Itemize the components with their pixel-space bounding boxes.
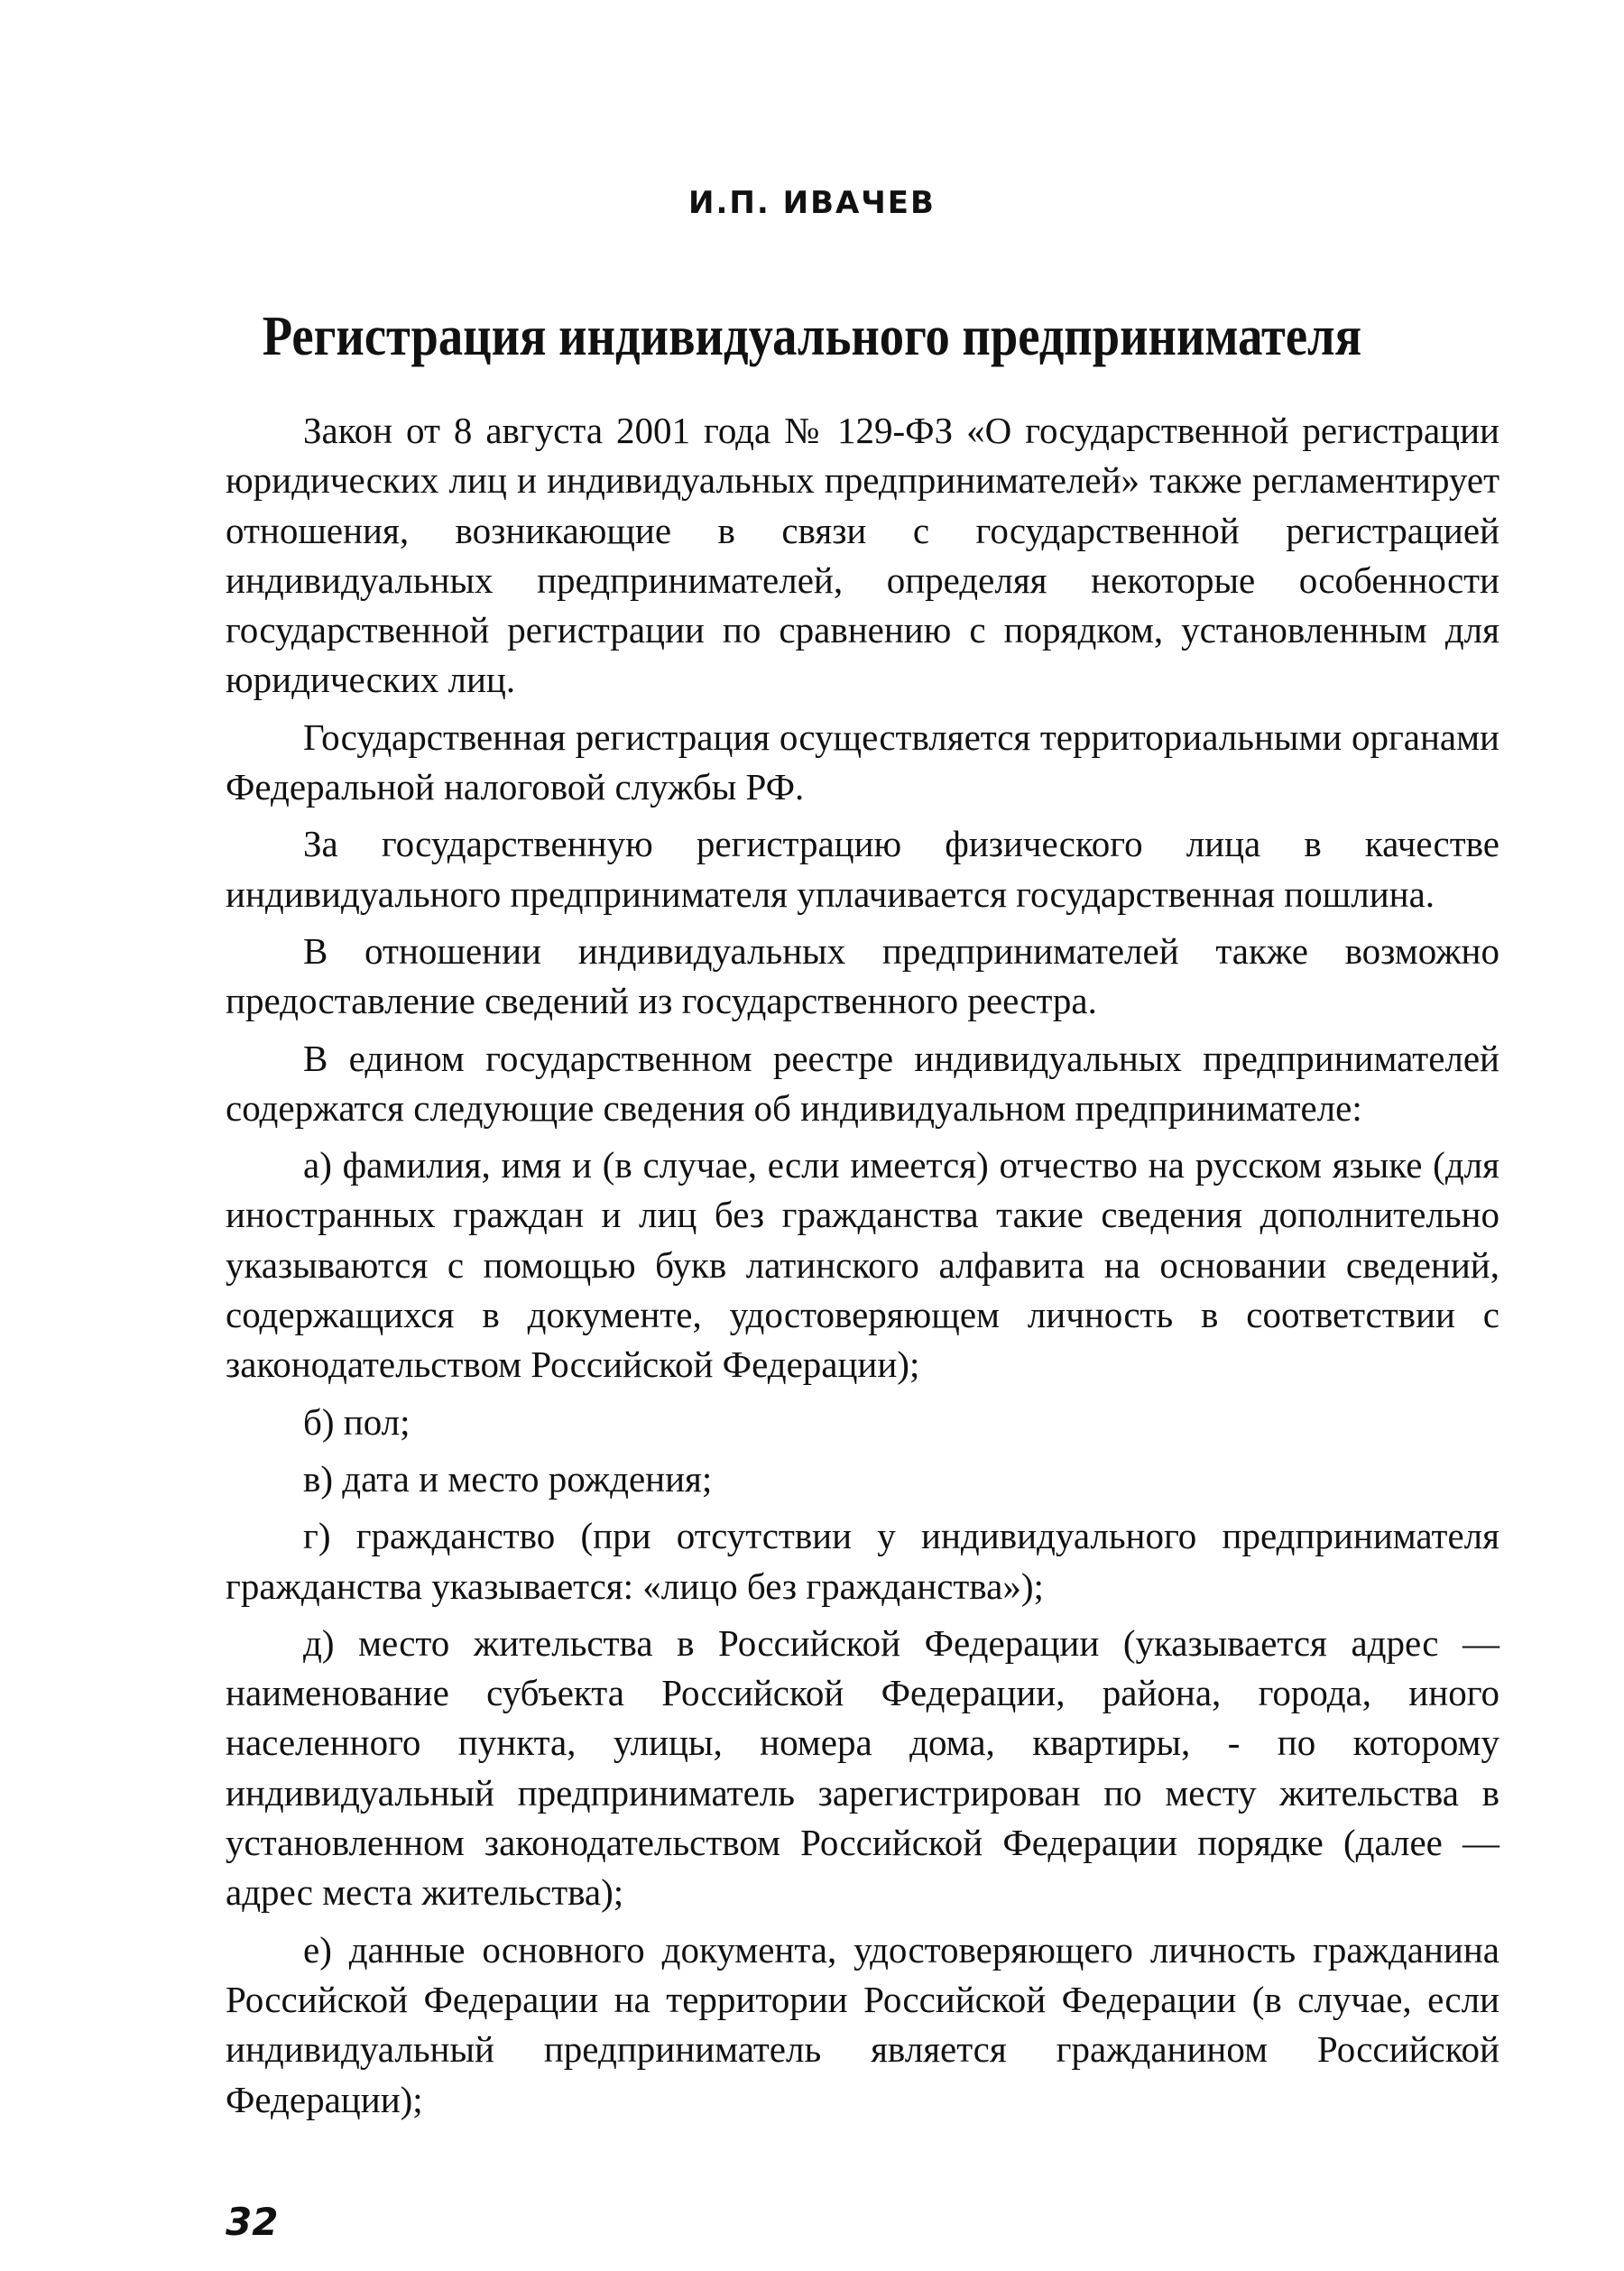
running-head: И.П. ИВАЧЕВ bbox=[688, 185, 936, 221]
chapter-title: Регистрация индивидуального предпринимателя bbox=[262, 306, 1362, 367]
list-item-d-residence: д) место жительства в Российской Федерации (указывается адрес — наименование субъекта Российской Федерации, района, города, иного населенного пункта, улицы, номера дома, квартиры, - по которому индивидуальный предприниматель зарегистрирован по месту жительства в установленном законодательством Российской Федерации порядке (далее — адрес места жительства); bbox=[226, 1621, 1499, 1914]
paragraph-state-fee: За государственную регистрацию физического лица в качестве индивидуального предпринимателя уплачивается государственная пошлина. bbox=[226, 823, 1499, 915]
body-text bbox=[226, 406, 1499, 2132]
paragraph-registry-contents: В едином государственном реестре индивидуальных предпринимателей содержатся следующие сведения об индивидуальном предпринимателе: bbox=[226, 1037, 1499, 1129]
list-item-e-identity-document: е) данные основного документа, удостоверяющего личность гражданина Российской Федерации на территории Российской Федерации (в случае, если индивидуальный предприниматель является гражданином Российской Федерации); bbox=[226, 1928, 1499, 2120]
list-item-g-citizenship: г) гражданство (при отсутствии у индивидуального предпринимателя гражданства указывается: «лицо без гражданства»); bbox=[226, 1515, 1499, 1607]
paragraph-registry-info: В отношении индивидуальных предпринимателей также возможно предоставление сведений из государственного реестра. bbox=[226, 929, 1499, 1022]
paragraph-registration-authority: Государственная регистрация осуществляется территориальными органами Федеральной налоговой службы РФ. bbox=[226, 715, 1499, 808]
list-item-v-birth: в) дата и место рождения; bbox=[303, 1457, 713, 1500]
paragraph-law-intro: Закон от 8 августа 2001 года № 129-ФЗ «О государственной регистрации юридических лиц и индивидуальных предпринимателей» также регламентирует отношения, возникающие в связи с государственной регистрацией индивидуальных предпринимателей, определяя некоторые особенности государственной регистрации по сравнению с порядком, установленным для юридических лиц. bbox=[226, 410, 1499, 701]
list-item-a-name: а) фамилия, имя и (в случае, если имеется) отчество на русском языке (для иностранных граждан и лиц без гражданства такие сведения дополнительно указываются с помощью букв латинского алфавита на основании сведений, содержащихся в документе, удостоверяющем личность в соответствии с законодательством Российской Федерации); bbox=[226, 1144, 1499, 1386]
page-number: 32 bbox=[226, 2200, 279, 2244]
list-item-b-sex: б) пол; bbox=[303, 1400, 411, 1443]
